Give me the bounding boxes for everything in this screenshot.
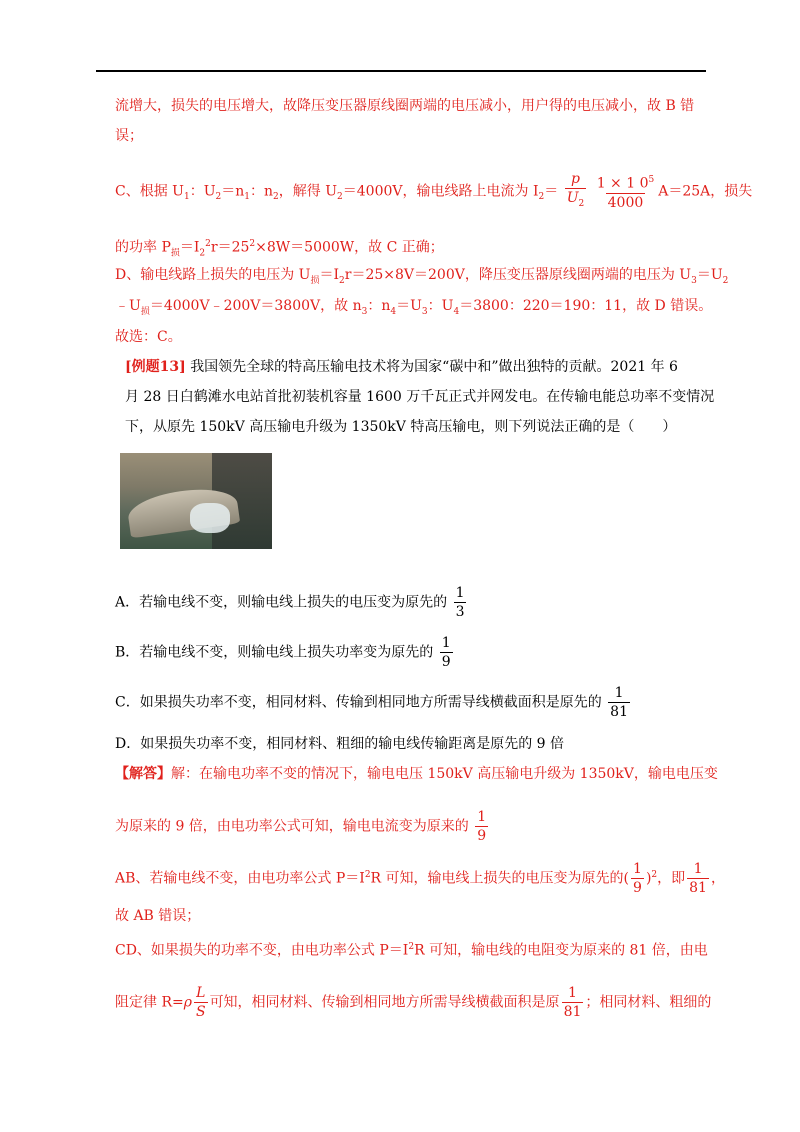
text-line: 流增大，损失的电压增大，故降压变压器原线圈两端的电压减小，用户得的电压减小，故 B 错: [115, 98, 695, 114]
option-b: B．若输电线不变，则输电线上损失功率变为原先的 $\frac{1}{9}$: [115, 635, 451, 670]
option-c: C．如果损失功率不变，相同材料、传输到相同地方所需导线横截面积是原先的 $\frac{1}{81}$: [115, 685, 628, 720]
answer-line: CD、如果损失的功率不变，由电功率公式 $P=I^2R$ 可知，输电线的电阻变为原来的 81 倍，由电: [115, 942, 708, 959]
text-line-c: C、根据 $U_1$：$U_2=n_1$：$n_2$，解得 $U_2=4000V$，输电线路上电流为 $I_2=$ $\frac{p}{U_2}$ $\frac{1 \times 1 0^5}{4000}$ A＝25A，损失: [115, 170, 752, 213]
question-line: [例题13] 我国领先全球的特高压输电技术将为国家“碳中和”做出独特的贡献。2021 年 6: [125, 359, 678, 375]
answer-line-cd: 阻定律 R=ρ $\frac{L}{S}$ 可知，相同材料、传输到相同地方所需导线横截面积是原 $\frac{1}{81}$ ；相同材料、粗细的: [115, 985, 712, 1020]
text-line: 故选：C。: [115, 329, 182, 345]
question-line: 月 28 日白鹤滩水电站首批初装机容量 1600 万千瓦正式并网发电。在传输电能总功率不变情况: [125, 389, 715, 405]
question-line: 下，从原先 150kV 高压输电升级为 1350kV 特高压输电，则下列说法正确的是（ ）: [125, 419, 677, 435]
dam-photo: [120, 453, 272, 549]
fraction-current: $\frac{1 \times 1 0^5}{4000}$: [596, 175, 655, 211]
option-d: D．如果损失功率不变，相同材料、粗细的输电线传输距离是原先的 9 倍: [115, 736, 565, 752]
option-a: A．若输电线不变，则输电线上损失的电压变为原先的 $\frac{1}{3}$: [115, 585, 465, 620]
text-line: 的功率 $P_损=I_2^2r=25^2\times 8W=5000W$，故 C 正确；: [115, 239, 444, 259]
answer-tag: 【解答】: [115, 766, 171, 782]
answer-line: 故 AB 错误；: [115, 908, 201, 924]
answer-line: 为原来的 9 倍，由电功率公式可知，输电电流变为原来的 $\frac{1}{9}$: [115, 809, 487, 844]
answer-line: 【解答】解：在输电功率不变的情况下，输电电压 150kV 高压输电升级为 1350kV，输电电压变: [115, 766, 718, 782]
text-line: $﹣U_损=4000V﹣200V=3800V$，故 $n_3$：$n_4=U_3$：$U_4=3800$：220＝190：11，故 D 错误。: [115, 298, 713, 317]
text-line-d: D、输电线路上损失的电压为 $U_损=I_2r=25\times 8V=200V$，降压变压器原线圈两端的电压为 $U_3=U_2$: [115, 267, 729, 286]
header-rule: [96, 70, 706, 72]
text-line: 误；: [115, 128, 143, 144]
fraction-p-over-u2: $\frac{p}{U_2}$: [565, 170, 587, 213]
question-tag: [例题13]: [125, 359, 186, 375]
answer-line-ab: AB、若输电线不变，由电功率公式 $P=I^2R$ 可知，输电线上损失的电压变为原先的( $\frac{1}{9}$ )$^2$，即 $\frac{1}{81}$ ，: [115, 861, 725, 896]
